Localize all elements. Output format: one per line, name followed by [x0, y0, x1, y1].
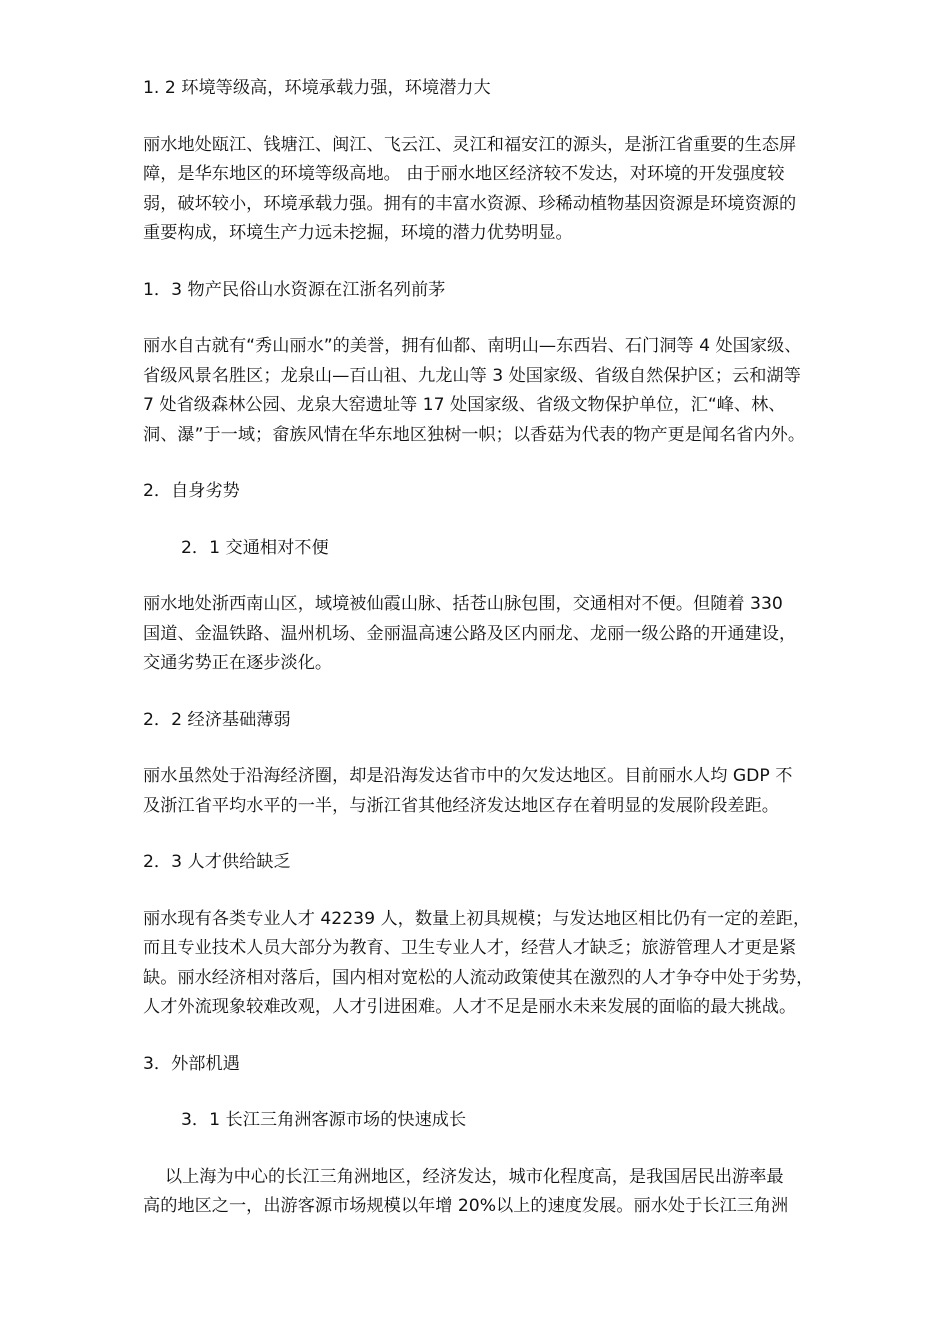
text-line: 丽水地处瓯江、钱塘江、闽江、飞云江、灵江和福安江的源头，是浙江省重要的生态屏 — [143, 134, 797, 155]
text-line: 丽水虽然处于沿海经济圈，却是沿海发达省市中的欠发达地区。目前丽水人均 GDP 不 — [143, 766, 793, 786]
section-heading-2-2: 2．2 经济基础薄弱 — [143, 709, 291, 730]
paragraph-environment — [143, 131, 910, 249]
text-line: 丽水自古就有“秀山丽水”的美誉，拥有仙都、南明山—东西岩、石门洞等 4 处国家级、 — [143, 336, 802, 356]
paragraph-market — [143, 1163, 910, 1222]
section-heading-2: 2．自身劣势 — [143, 481, 240, 501]
text-line: 弱，破坏较小，环境承载力强。拥有的丰富水资源、珍稀动植物基因资源是环境资源的 — [143, 193, 797, 214]
text-line: 洞、瀑”于一域；畲族风情在华东地区独树一帜；以香菇为代表的物产更是闻名省内外。 — [143, 424, 806, 445]
text-line: 及浙江省平均水平的一半，与浙江省其他经济发达地区存在着明显的发展阶段差距。 — [143, 795, 779, 816]
text-line: 省级风景名胜区；龙泉山—百山祖、九龙山等 3 处国家级、省级自然保护区；云和湖等 — [143, 365, 801, 386]
text-line: 高的地区之一，出游客源市场规模以年增 20%以上的速度发展。丽水处于长江三角洲 — [143, 1196, 789, 1216]
text-line: 缺。丽水经济相对落后，国内相对宽松的人流动政策使其在激烈的人才争夺中处于劣势， — [143, 967, 814, 988]
section-heading-2-3: 2．3 人才供给缺乏 — [143, 852, 291, 872]
section-heading-1-3: 1．3 物产民俗山水资源在江浙名列前茅 — [143, 279, 446, 300]
section-heading-3: 3．外部机遇 — [143, 1053, 240, 1074]
paragraph-economy — [143, 762, 910, 821]
section-heading-3-1: 3．1 长江三角洲客源市场的快速成长 — [181, 1110, 467, 1130]
paragraph-transport — [143, 590, 910, 679]
text-line: 7 处省级森林公园、龙泉大窑遗址等 17 处国家级、省级文物保护单位，汇“峰、林、 — [143, 395, 786, 415]
paragraph-talent — [143, 905, 910, 1023]
text-line: 交通劣势正在逐步淡化。 — [143, 653, 333, 673]
text-line: 丽水地处浙西南山区，域境被仙霞山脉、括苍山脉包围，交通相对不便。但随着 330 — [143, 594, 783, 614]
text-line: 人才外流现象较难改观，人才引进困难。人才不足是丽水未来发展的面临的最大挑战。 — [143, 997, 797, 1017]
text-line: 重要构成，环境生产力远未挖掘，环境的潜力优势明显。 — [143, 223, 573, 243]
text-line: 而且专业技术人员大部分为教育、卫生专业人才，经营人才缺乏；旅游管理人才更是紧 — [143, 938, 797, 958]
paragraph-resources — [143, 332, 910, 450]
text-line: 障，是华东地区的环境等级高地。 由于丽水地区经济较不发达，对环境的开发强度较 — [143, 164, 785, 184]
text-line: 以上海为中心的长江三角洲地区，经济发达，城市化程度高，是我国居民出游率最 — [143, 1166, 784, 1187]
section-heading-2-1: 2．1 交通相对不便 — [181, 537, 329, 558]
section-heading-1-2: 1. 2 环境等级高，环境承载力强，环境潜力大 — [143, 78, 491, 98]
text-line: 丽水现有各类专业人才 42239 人，数量上初具规模；与发达地区相比仍有一定的差距， — [143, 908, 811, 929]
text-line: 国道、金温铁路、温州机场、金丽温高速公路及区内丽龙、龙丽一级公路的开通建设， — [143, 623, 797, 644]
